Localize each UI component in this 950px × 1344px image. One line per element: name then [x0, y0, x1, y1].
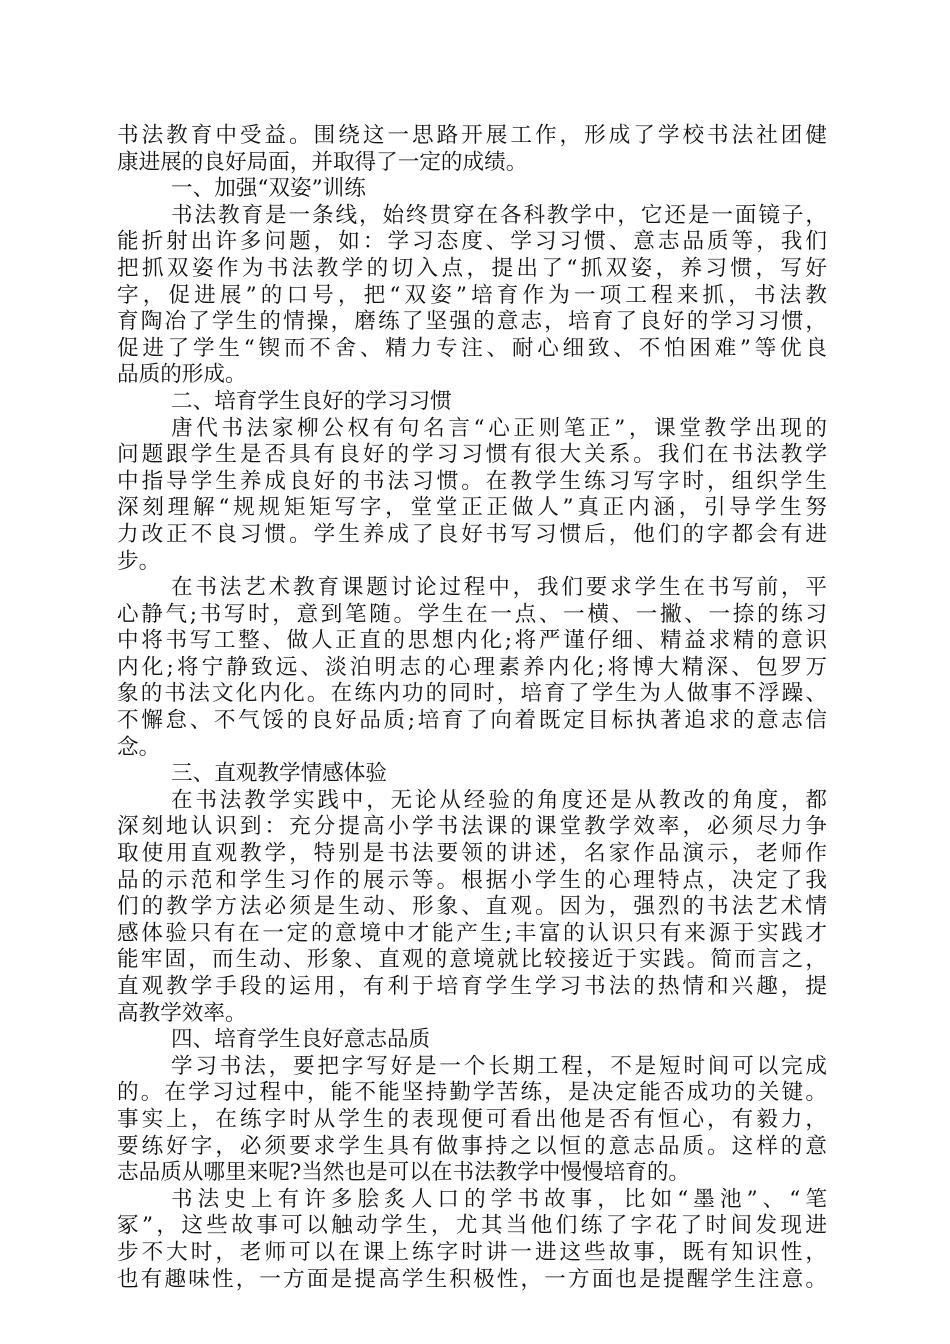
section-heading: 二、培育学生良好的学习习惯 [171, 388, 452, 414]
text-line: 们的教学方法必须是生动、形象、直观。因为，强烈的书法艺术情 [117, 894, 827, 920]
document-page [117, 123, 827, 1293]
text-line: 促进了学生“锲而不舍、精力专注、耐心细致、不怕困难”等优良 [117, 335, 827, 361]
text-line: 志品质从哪里来呢?当然也是可以在书法教学中慢慢培育的。 [117, 1160, 691, 1186]
text-line: 能折射出许多问题，如：学习态度、学习习惯、意志品质等，我们 [117, 229, 827, 255]
text-line: 事实上，在练字时从学生的表现便可看出他是否有恒心，有毅力， [117, 1106, 827, 1132]
text-line: 书法史上有许多脍炙人口的学书故事，比如“墨池”、“笔 [171, 1186, 827, 1212]
text-line: 康进展的良好局面，并取得了一定的成绩。 [117, 149, 528, 175]
text-line: 品质的形成。 [117, 362, 247, 388]
text-line: 力改正不良习惯。学生养成了良好书写习惯后，他们的字都会有进 [117, 521, 827, 547]
text-line: 学习书法，要把字写好是一个长期工程，不是短时间可以完成 [171, 1053, 827, 1079]
section-heading: 一、加强“双姿”训练 [171, 176, 366, 202]
text-line: 高教学效率。 [117, 1000, 247, 1026]
text-line: 也有趣味性，一方面是提高学生积极性，一方面也是提醒学生注意。 [117, 1266, 827, 1292]
section-heading: 三、直观教学情感体验 [171, 761, 387, 787]
text-line: 内化;将宁静致远、淡泊明志的心理素养内化;将博大精深、包罗万 [117, 654, 827, 680]
text-line: 在书法教学实践中，无论从经验的角度还是从教改的角度，都 [171, 787, 827, 813]
text-line: 唐代书法家柳公权有句名言“心正则笔正”，课堂教学出现的 [171, 415, 827, 441]
text-line: 在书法艺术教育课题讨论过程中，我们要求学生在书写前，平 [171, 575, 827, 601]
text-line: 品的示范和学生习作的展示等。根据小学生的心理特点，决定了我 [117, 867, 827, 893]
text-line: 直观教学手段的运用，有利于培育学生学习书法的热情和兴趣，提 [117, 974, 827, 999]
text-line: 念。 [117, 734, 161, 760]
text-line: 心静气;书写时，意到笔随。学生在一点、一横、一撇、一捺的练习 [117, 601, 827, 627]
text-line: 中将书写工整、做人正直的思想内化;将严谨仔细、精益求精的意识 [117, 628, 827, 654]
text-line: 育陶冶了学生的情操，磨练了坚强的意志，培育了良好的学习习惯， [117, 309, 827, 335]
text-line: 步不大时，老师可以在课上练字时讲一进这些故事，既有知识性， [117, 1239, 827, 1265]
text-line: 深刻地认识到：充分提高小学书法课的课堂教学效率，必须尽力争 [117, 814, 827, 840]
text-line: 不懈怠、不气馁的良好品质;培育了向着既定目标执著追求的意志信 [117, 708, 827, 734]
text-line: 书法教育是一条线，始终贯穿在各科教学中，它还是一面镜子， [171, 202, 827, 228]
text-line: 书法教育中受益。围绕这一思路开展工作，形成了学校书法社团健 [117, 123, 827, 148]
text-line: 问题跟学生是否具有良好的学习习惯有很大关系。我们在书法教学 [117, 442, 827, 468]
text-line: 象的书法文化内化。在练内功的同时，培育了学生为人做事不浮躁、 [117, 681, 827, 707]
text-line: 取使用直观教学，特别是书法要领的讲述，名家作品演示，老师作 [117, 841, 827, 867]
text-line: 深刻理解“规规矩矩写字，堂堂正正做人”真正内涵，引导学生努 [117, 495, 827, 521]
text-line: 的。在学习过程中，能不能坚持勤学苦练，是决定能否成功的关键。 [117, 1080, 827, 1106]
text-line: 步。 [117, 548, 161, 574]
text-line: 把抓双姿作为书法教学的切入点，提出了“抓双姿，养习惯，写好 [117, 255, 827, 281]
text-line: 感体验只有在一定的意境中才能产生;丰富的认识只有来源于实践才 [117, 920, 827, 946]
text-line: 中指导学生养成良好的书法习惯。在教学生练习写字时，组织学生 [117, 468, 827, 494]
text-line: 能牢固，而生动、形象、直观的意境就比较接近于实践。简而言之， [117, 947, 827, 973]
text-line: 要练好字，必须要求学生具有做事持之以恒的意志品质。这样的意 [117, 1133, 827, 1159]
section-heading: 四、培育学生良好意志品质 [171, 1027, 431, 1053]
text-line: 字，促进展”的口号，把“双姿”培育作为一项工程来抓，书法教 [117, 282, 827, 308]
text-line: 冢”，这些故事可以触动学生，尤其当他们练了字花了时间发现进 [117, 1213, 827, 1239]
